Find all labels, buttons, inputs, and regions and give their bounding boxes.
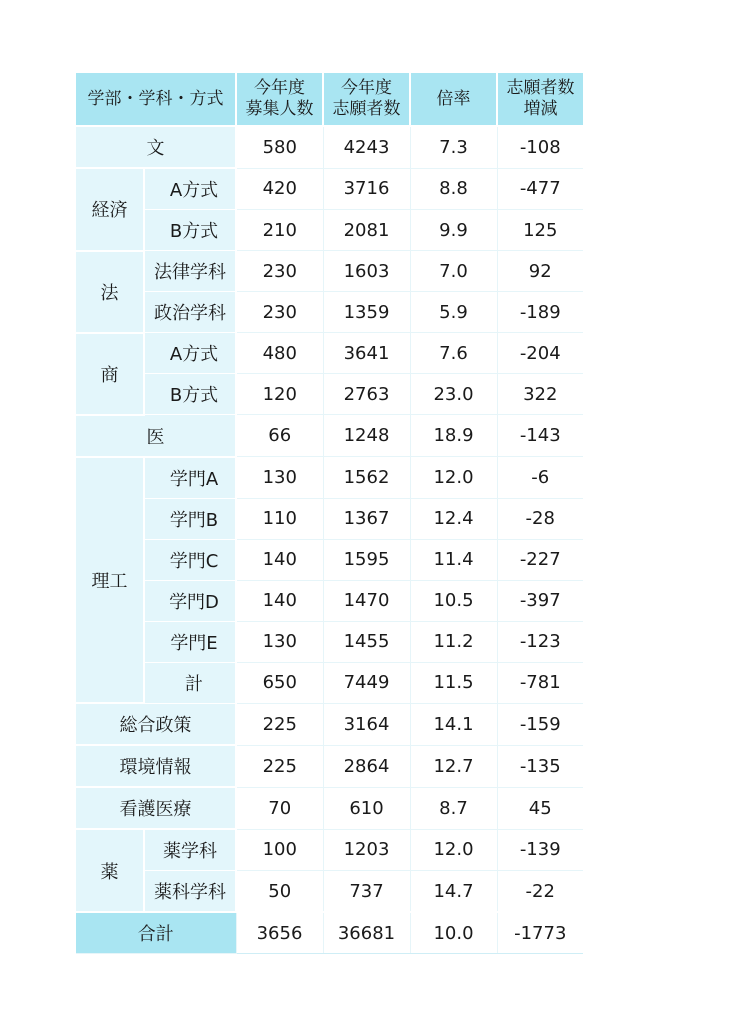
table-row [76, 168, 583, 210]
table-row [76, 829, 583, 871]
header-change: 志願者数 増減 [497, 73, 583, 126]
subdivision-cell: B方式 [144, 374, 236, 415]
ratio-cell: 14.7 [410, 871, 497, 913]
quota-cell: 420 [236, 168, 323, 210]
applicants-cell: 2864 [323, 745, 410, 787]
ratio-cell: 7.3 [410, 126, 497, 168]
ratio-cell: 10.5 [410, 580, 497, 621]
change-cell: 322 [497, 374, 583, 415]
table-row [76, 292, 583, 333]
subdivision-cell: 薬科学科 [144, 871, 236, 913]
change-cell: -204 [497, 333, 583, 374]
change-cell: -108 [497, 126, 583, 168]
ratio-cell: 12.0 [410, 457, 497, 499]
table-row [76, 374, 583, 415]
change-cell: -227 [497, 539, 583, 580]
table-row [76, 498, 583, 539]
admissions-table-container [76, 73, 583, 954]
applicants-cell: 2763 [323, 374, 410, 415]
applicants-cell: 2081 [323, 210, 410, 251]
applicants-cell: 1248 [323, 415, 410, 457]
ratio-cell: 11.4 [410, 539, 497, 580]
ratio-cell: 12.7 [410, 745, 497, 787]
admissions-table [76, 73, 583, 954]
applicants-cell: 3641 [323, 333, 410, 374]
subdivision-cell: 学門C [144, 539, 236, 580]
quota-cell: 480 [236, 333, 323, 374]
quota-cell: 70 [236, 787, 323, 829]
subdivision-cell: 政治学科 [144, 292, 236, 333]
faculty-cell: 看護医療 [76, 787, 236, 829]
change-cell: 45 [497, 787, 583, 829]
ratio-cell: 8.7 [410, 787, 497, 829]
quota-cell: 230 [236, 292, 323, 333]
table-row [76, 580, 583, 621]
change-cell: -477 [497, 168, 583, 210]
quota-cell: 230 [236, 251, 323, 292]
applicants-cell: 1203 [323, 829, 410, 871]
total-change-cell: -1773 [497, 912, 583, 954]
ratio-cell: 9.9 [410, 210, 497, 251]
table-row [76, 662, 583, 703]
quota-cell: 130 [236, 457, 323, 499]
change-cell: -781 [497, 662, 583, 703]
table-row [76, 457, 583, 499]
applicants-cell: 1455 [323, 621, 410, 662]
table-row [76, 251, 583, 292]
table-row [76, 210, 583, 251]
ratio-cell: 7.0 [410, 251, 497, 292]
change-cell: -135 [497, 745, 583, 787]
subdivision-cell: 薬学科 [144, 829, 236, 871]
quota-cell: 66 [236, 415, 323, 457]
applicants-cell: 1595 [323, 539, 410, 580]
change-cell: -397 [497, 580, 583, 621]
header-applicants: 今年度 志願者数 [323, 73, 410, 126]
applicants-cell: 1470 [323, 580, 410, 621]
quota-cell: 130 [236, 621, 323, 662]
change-cell: -28 [497, 498, 583, 539]
applicants-cell: 4243 [323, 126, 410, 168]
subdivision-cell: B方式 [144, 210, 236, 251]
ratio-cell: 11.5 [410, 662, 497, 703]
ratio-cell: 7.6 [410, 333, 497, 374]
change-cell: -139 [497, 829, 583, 871]
subdivision-cell: 法律学科 [144, 251, 236, 292]
table-row [76, 787, 583, 829]
quota-cell: 120 [236, 374, 323, 415]
table-row [76, 621, 583, 662]
applicants-cell: 3164 [323, 703, 410, 745]
applicants-cell: 7449 [323, 662, 410, 703]
quota-cell: 210 [236, 210, 323, 251]
table-row [76, 539, 583, 580]
total-applicants-cell: 36681 [323, 912, 410, 954]
faculty-cell: 環境情報 [76, 745, 236, 787]
total-label-cell: 合計 [76, 912, 236, 954]
faculty-cell: 法 [76, 251, 144, 333]
table-row [76, 126, 583, 168]
ratio-cell: 5.9 [410, 292, 497, 333]
ratio-cell: 14.1 [410, 703, 497, 745]
change-cell: -159 [497, 703, 583, 745]
faculty-cell: 総合政策 [76, 703, 236, 745]
quota-cell: 140 [236, 539, 323, 580]
quota-cell: 110 [236, 498, 323, 539]
quota-cell: 650 [236, 662, 323, 703]
total-ratio-cell: 10.0 [410, 912, 497, 954]
faculty-cell: 経済 [76, 168, 144, 251]
change-cell: 125 [497, 210, 583, 251]
table-row [76, 333, 583, 374]
change-cell: -6 [497, 457, 583, 499]
header-ratio: 倍率 [410, 73, 497, 126]
change-cell: -189 [497, 292, 583, 333]
table-row [76, 415, 583, 457]
subdivision-cell: 学門B [144, 498, 236, 539]
applicants-cell: 1359 [323, 292, 410, 333]
applicants-cell: 610 [323, 787, 410, 829]
table-row [76, 871, 583, 913]
quota-cell: 50 [236, 871, 323, 913]
faculty-cell: 理工 [76, 457, 144, 704]
header-faculty: 学部・学科・方式 [76, 73, 236, 126]
table-row [76, 703, 583, 745]
table-row [76, 745, 583, 787]
quota-cell: 100 [236, 829, 323, 871]
subdivision-cell: 学門A [144, 457, 236, 499]
quota-cell: 140 [236, 580, 323, 621]
table-header-row [76, 73, 583, 126]
change-cell: -143 [497, 415, 583, 457]
quota-cell: 225 [236, 745, 323, 787]
subdivision-cell: A方式 [144, 333, 236, 374]
change-cell: 92 [497, 251, 583, 292]
ratio-cell: 8.8 [410, 168, 497, 210]
total-row [76, 912, 583, 954]
subdivision-cell: A方式 [144, 168, 236, 210]
applicants-cell: 1562 [323, 457, 410, 499]
faculty-cell: 商 [76, 333, 144, 415]
subdivision-cell: 学門D [144, 580, 236, 621]
faculty-cell: 医 [76, 415, 236, 457]
applicants-cell: 1367 [323, 498, 410, 539]
header-quota: 今年度 募集人数 [236, 73, 323, 126]
faculty-cell: 文 [76, 126, 236, 168]
ratio-cell: 11.2 [410, 621, 497, 662]
quota-cell: 580 [236, 126, 323, 168]
faculty-cell: 薬 [76, 829, 144, 912]
ratio-cell: 12.4 [410, 498, 497, 539]
change-cell: -123 [497, 621, 583, 662]
change-cell: -22 [497, 871, 583, 913]
applicants-cell: 1603 [323, 251, 410, 292]
subdivision-cell: 学門E [144, 621, 236, 662]
applicants-cell: 3716 [323, 168, 410, 210]
subtotal-label-cell: 計 [144, 662, 236, 703]
ratio-cell: 12.0 [410, 829, 497, 871]
applicants-cell: 737 [323, 871, 410, 913]
ratio-cell: 23.0 [410, 374, 497, 415]
quota-cell: 225 [236, 703, 323, 745]
ratio-cell: 18.9 [410, 415, 497, 457]
total-quota-cell: 3656 [236, 912, 323, 954]
